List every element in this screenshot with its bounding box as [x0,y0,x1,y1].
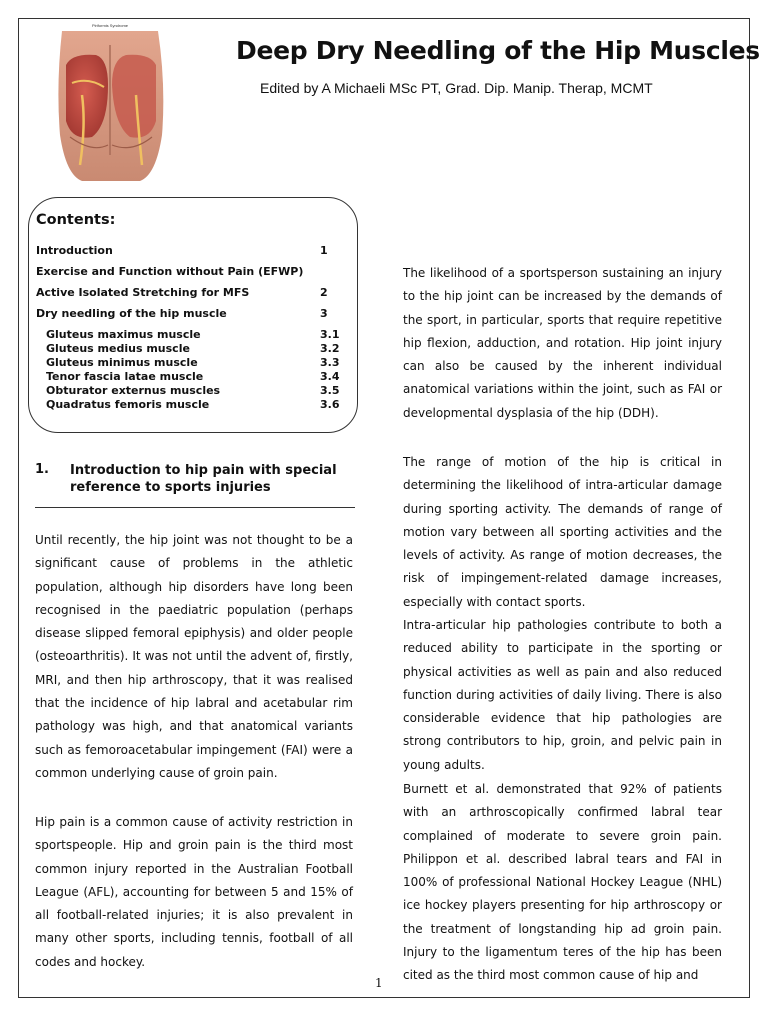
toc-subitem[interactable] [46,384,341,397]
toc-subitem-label: Tenor fascia latae muscle [46,370,204,383]
toc-item-label: Exercise and Function without Pain (EFWP) [36,265,304,278]
toc-item-number: 3 [320,307,328,320]
toc-subitem-number: 3.5 [320,384,340,397]
body-paragraph: The range of motion of the hip is critical in determining the likelihood of intra-articular damage during sporting activity. The demands of range of motion vary between all sporting activities and the levels of activity. As range of motion decreases, the risk of impingement-related damage increases, especially with contact sports. [403,455,722,609]
toc-subitem[interactable] [46,342,341,355]
toc-subitem-label: Quadratus femoris muscle [46,398,210,411]
hip-anatomy-illustration [52,25,168,183]
body-paragraph: The likelihood of a sportsperson sustaining an injury to the hip joint can be increased by the demands of the sport, in particular, sports that require repetitive hip flexion, adduction, and rotation. Hip joint injury can also be caused by the inherent individual anatomical variations within the joint, such as FAI or developmental dysplasia of the hip (DDH). [403,266,722,420]
toc-subitem-number: 3.3 [320,356,340,369]
document-title: Deep Dry Needling of the Hip Muscles [236,36,760,65]
toc-item-number: 1 [320,244,328,257]
toc-subitem[interactable] [46,356,341,369]
document-subtitle: Edited by A Michaeli MSc PT, Grad. Dip. Manip. Therap, MCMT [260,80,653,96]
toc-item-label: Dry needling of the hip muscle [36,307,227,320]
section-divider [35,507,355,508]
contents-box [28,197,358,433]
toc-subitem[interactable] [46,370,341,383]
body-paragraph: Hip pain is a common cause of activity restriction in sportspeople. Hip and groin pain is the third most common injury reported in the Australian Football League (AFL), accounting for between 5 and 15% of all football-related injuries; it is also prevalent in many other sports, including tennis, football of all codes and hockey. [35,815,353,969]
body-paragraph: Burnett et al. demonstrated that 92% of patients with an arthroscopically confirmed labral tear complained of moderate to severe groin pain. Philippon et al. described labral tears and FAI in 100% of professional National Hockey League (NHL) ice hockey players presenting for hip arthroscopy or the treatment of longstanding hip ad groin pain. Injury to the ligamentum teres of the hip has been cited as the third most common cause of hip and [403,782,722,983]
illustration-caption: Piriformis Syndrome [92,23,129,28]
page-number: 1 [375,976,383,990]
body-paragraph: Intra-articular hip pathologies contribute to both a reduced ability to participate in the sporting or physical activities as well as pain and also reduced function during activities of daily living. There is also considerable evidence that hip pathologies are strong contributors to hip, groin, and pelvic pain in young adults. [403,618,722,772]
toc-subitem[interactable] [46,398,341,411]
toc-subitem-label: Gluteus minimus muscle [46,356,198,369]
toc-item-label: Active Isolated Stretching for MFS [36,286,250,299]
toc-subitem[interactable] [46,328,341,341]
contents-heading: Contents: [36,212,116,228]
toc-item-number: 2 [320,286,328,299]
body-paragraph: Until recently, the hip joint was not thought to be a significant cause of problems in the athletic population, although hip disorders have long been recognised in the paediatric population (perhaps disease slipped femoral epiphysis) and older people (osteoarthritis). It was not until the advent of, firstly, MRI, and then hip arthroscopy, that it was realised that the incidence of hip labral and acetabular rim pathology was high, and that anatomical variants such as femoroacetabular impingement (FAI) were a common underlying cause of groin pain. [35,533,353,780]
toc-subitem-number: 3.1 [320,328,340,341]
toc-subitem-label: Gluteus maximus muscle [46,328,201,341]
toc-item[interactable] [36,307,341,320]
toc-item[interactable] [36,286,341,299]
section-number: 1. [35,462,49,477]
section-title: Introduction to hip pain with special reference to sports injuries [70,463,337,495]
toc-subitem-label: Obturator externus muscles [46,384,221,397]
toc-subitem-number: 3.4 [320,370,340,383]
toc-subitem-label: Gluteus medius muscle [46,342,190,355]
toc-item[interactable] [36,265,341,278]
toc-item-label: Introduction [36,244,113,257]
toc-item[interactable] [36,244,341,257]
toc-subitem-number: 3.2 [320,342,340,355]
toc-subitem-number: 3.6 [320,398,340,411]
